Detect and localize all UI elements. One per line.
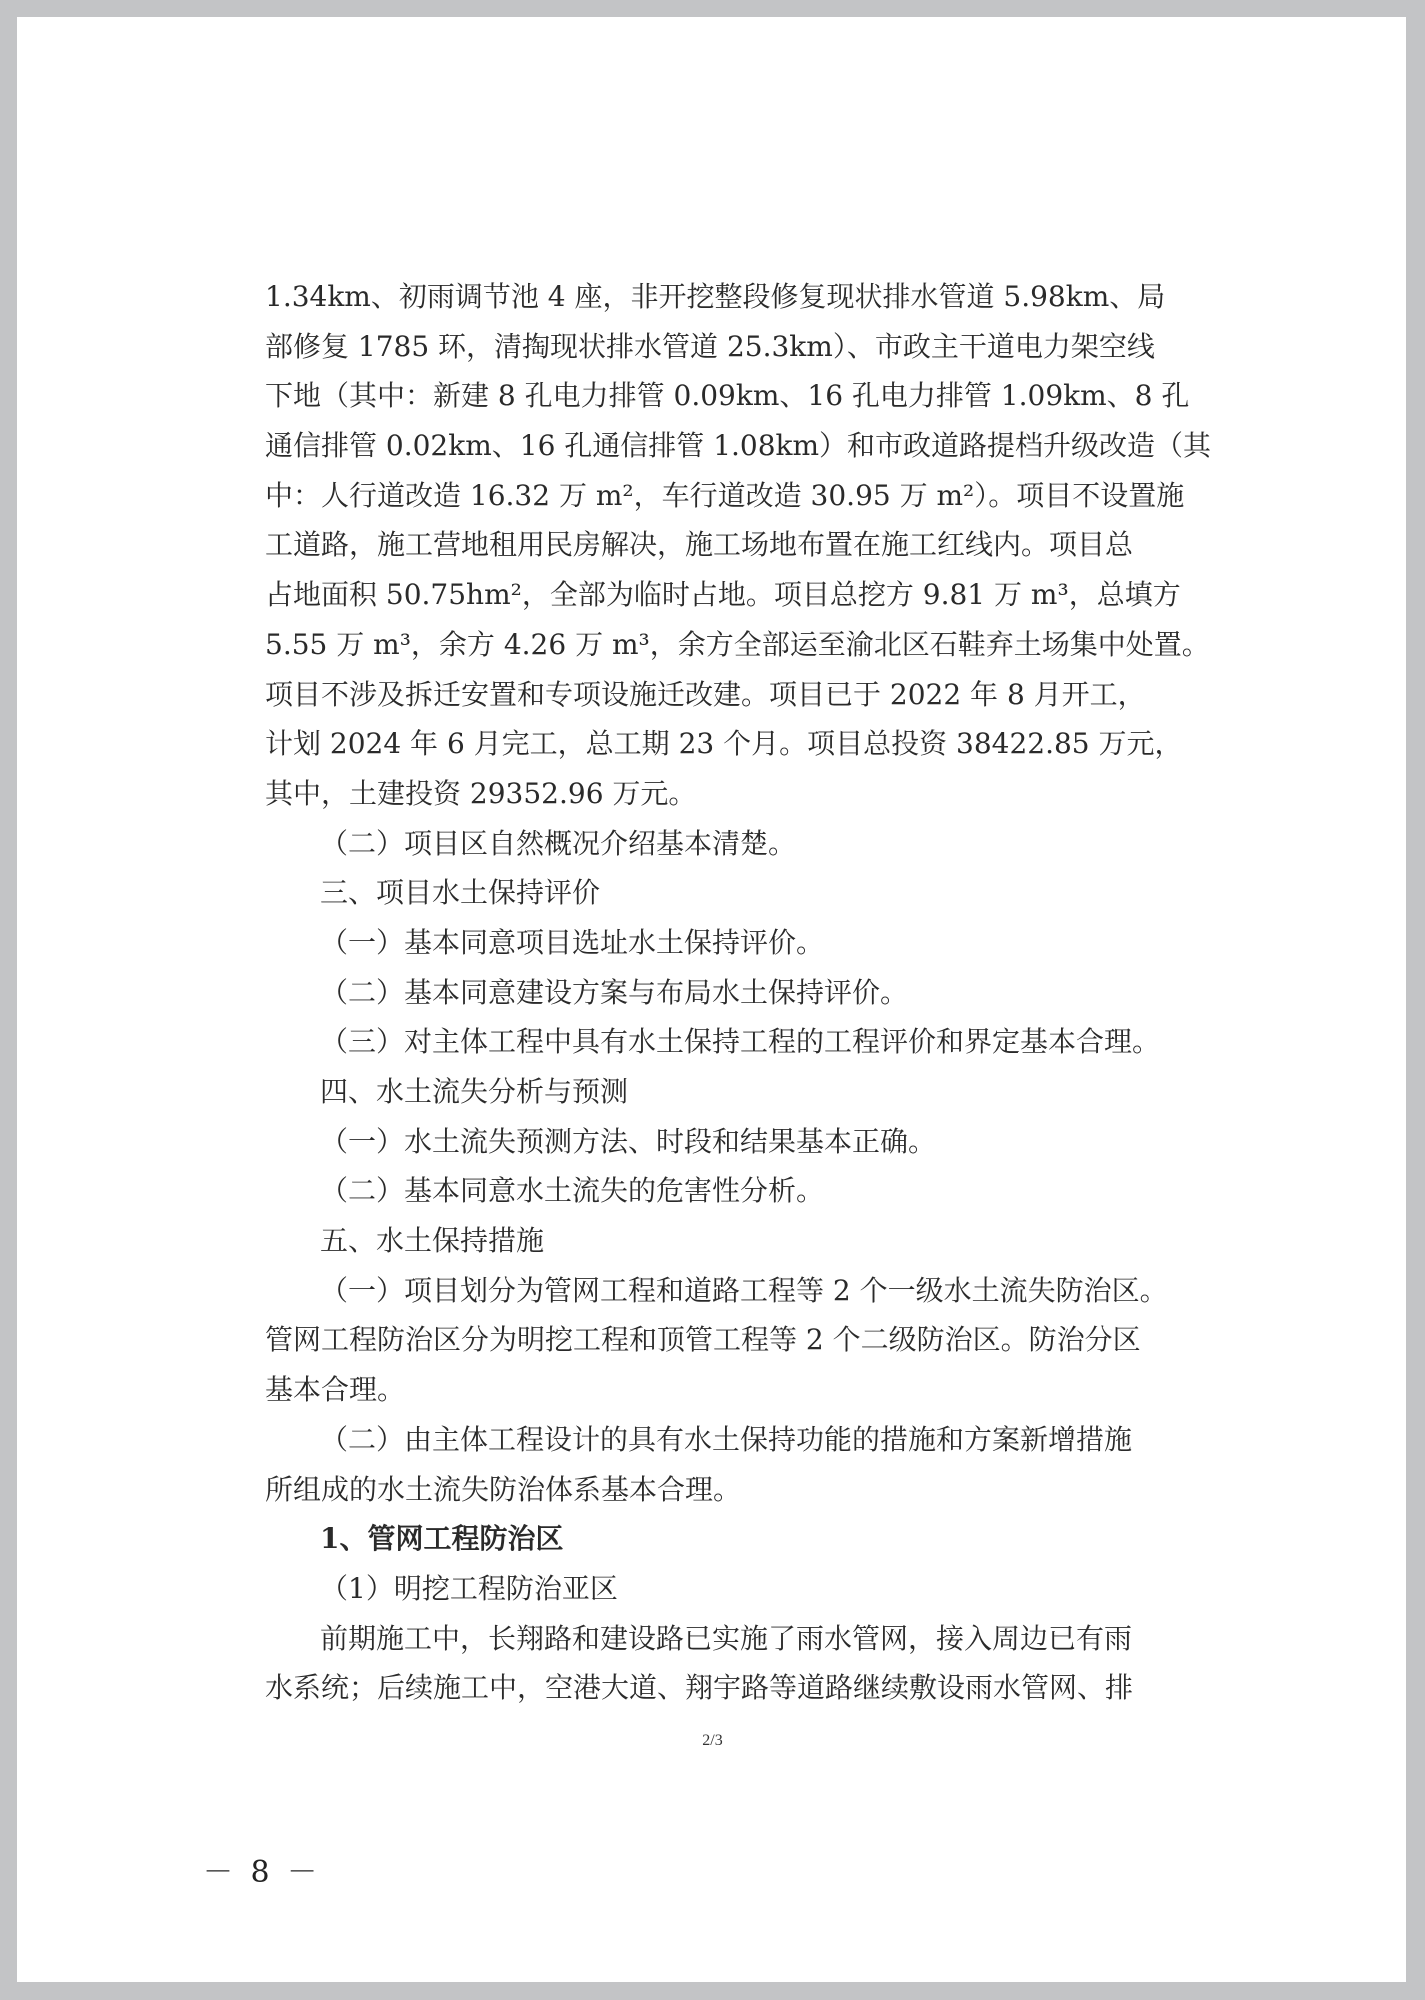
text-line: （1）明挖工程防治亚区 — [320, 1571, 618, 1605]
text-line: 占地面积 50.75hm²，全部为临时占地。项目总挖方 9.81 万 m³，总填方 — [265, 578, 1181, 612]
text-line: 中：人行道改造 16.32 万 m²，车行道改造 30.95 万 m²）。项目不设置施 — [265, 478, 1185, 512]
page-number: － 8 － — [203, 1855, 322, 1890]
text-line: （三）对主体工程中具有水土保持工程的工程评价和界定基本合理。 — [320, 1025, 1161, 1059]
document-body — [265, 272, 1212, 1713]
text-line: 项目不涉及拆迁安置和专项设施迁改建。项目已于 2022 年 8 月开工， — [265, 677, 1146, 711]
text-line: 通信排管 0.02km、16 孔通信排管 1.08km）和市政道路提档升级改造（其 — [265, 429, 1212, 463]
text-line: （二）项目区自然概况介绍基本清楚。 — [320, 826, 797, 860]
text-line: （二）基本同意水土流失的危害性分析。 — [320, 1174, 825, 1208]
text-line: 1.34km、初雨调节池 4 座，非开挖整段修复现状排水管道 5.98km、局 — [265, 280, 1166, 313]
text-line: 基本合理。 — [265, 1373, 406, 1407]
text-line: 其中，土建投资 29352.96 万元。 — [265, 776, 697, 810]
page-fraction: 2/3 — [702, 1732, 723, 1749]
text-line: （二）由主体工程设计的具有水土保持功能的措施和方案新增措施 — [320, 1422, 1133, 1456]
text-line: 5.55 万 m³，余方 4.26 万 m³，余方全部运至渝北区石鞋弃土场集中处置。 — [265, 627, 1210, 661]
text-line: 部修复 1785 环，清掏现状排水管道 25.3km）、市政主干道电力架空线 — [265, 329, 1155, 363]
text-line: 四、水土流失分析与预测 — [320, 1075, 629, 1108]
text-line: 管网工程防治区分为明挖工程和顶管工程等 2 个二级防治区。防治分区 — [265, 1323, 1141, 1357]
text-line: （一）项目划分为管网工程和道路工程等 2 个一级水土流失防治区。 — [320, 1273, 1168, 1307]
text-line: 五、水土保持措施 — [320, 1224, 545, 1258]
text-line: 1、管网工程防治区 — [320, 1522, 564, 1556]
text-line: 所组成的水土流失防治体系基本合理。 — [265, 1472, 742, 1506]
text-line: 三、项目水土保持评价 — [320, 876, 601, 910]
text-line: 工道路，施工营地租用民房解决，施工场地布置在施工红线内。项目总 — [265, 528, 1134, 562]
text-line: （一）基本同意项目选址水土保持评价。 — [320, 925, 825, 959]
text-line: （一）水土流失预测方法、时段和结果基本正确。 — [320, 1124, 937, 1158]
text-line: 下地（其中：新建 8 孔电力排管 0.09km、16 孔电力排管 1.09km、8 孔 — [265, 379, 1190, 413]
text-line: 前期施工中，长翔路和建设路已实施了雨水管网，接入周边已有雨 — [320, 1621, 1133, 1655]
text-line: 计划 2024 年 6 月完工，总工期 23 个月。项目总投资 38422.85 万元， — [265, 727, 1183, 761]
text-line: （二）基本同意建设方案与布局水土保持评价。 — [320, 975, 909, 1009]
text-line: 水系统；后续施工中，空港大道、翔宇路等道路继续敷设雨水管网、排 — [265, 1671, 1134, 1705]
